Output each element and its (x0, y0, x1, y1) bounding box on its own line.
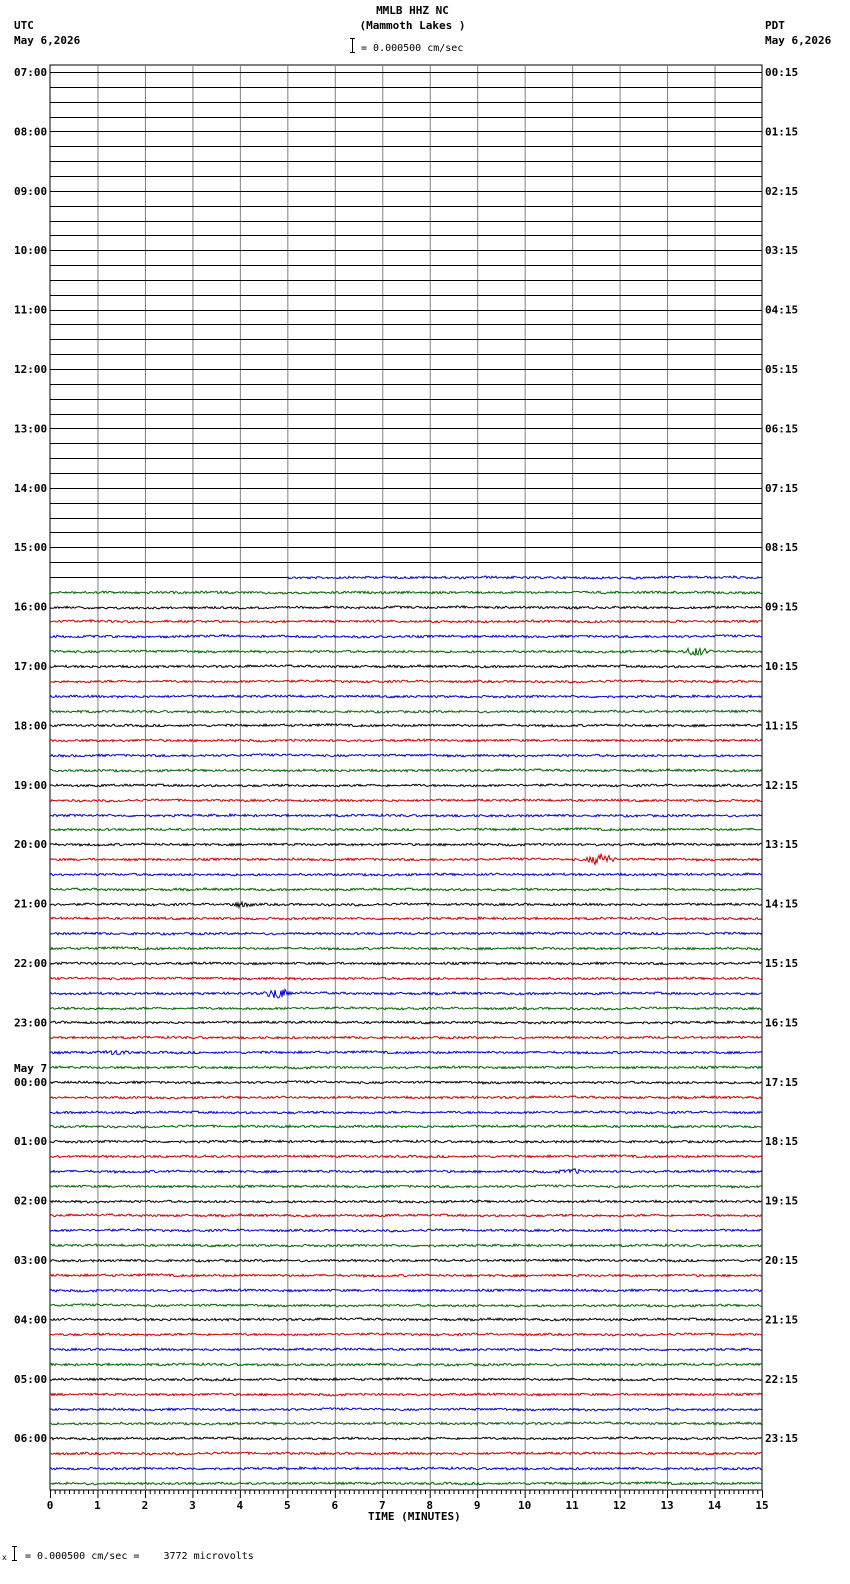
utc-hour-label: 00:00 (14, 1075, 48, 1089)
seismic-trace (50, 739, 762, 742)
seismic-trace (50, 1066, 762, 1069)
x-axis-title: TIME (MINUTES) (368, 1510, 461, 1523)
seismic-trace (50, 1125, 762, 1128)
station-title: MMLB HHZ NC (376, 4, 449, 17)
seismic-trace (50, 1200, 762, 1203)
x-tick-label: 11 (565, 1499, 579, 1512)
seismic-trace (50, 1007, 762, 1010)
utc-hour-label: 23:00 (14, 1016, 48, 1030)
x-tick-label: 0 (46, 1499, 54, 1512)
utc-hour-label: 13:00 (14, 422, 48, 436)
pdt-hour-label: 05:15 (765, 363, 799, 376)
seismic-trace (50, 710, 762, 713)
seismic-trace (50, 1036, 762, 1039)
seismic-trace (50, 1244, 762, 1247)
header-scale-text: = 0.000500 cm/sec (361, 43, 464, 54)
seismic-trace (50, 989, 762, 998)
seismic-trace (50, 1304, 762, 1307)
seismic-trace (50, 917, 762, 920)
seismic-trace (50, 1081, 762, 1084)
seismic-trace (50, 1437, 762, 1440)
footer-scale-text: = 0.000500 cm/sec = 3772 microvolts (25, 1551, 254, 1562)
utc-hour-label: 01:00 (14, 1135, 48, 1149)
utc-hour-label: 15:00 (14, 541, 48, 555)
utc-hour-label: 22:00 (14, 957, 48, 970)
utc-hour-label: 09:00 (14, 184, 48, 198)
pdt-hour-label: 01:15 (765, 125, 799, 139)
right-date: May 6,2026 (765, 34, 832, 47)
x-tick-label: 15 (755, 1499, 769, 1512)
pdt-hour-label: 22:15 (765, 1372, 799, 1386)
left-timezone: UTC (14, 19, 34, 32)
seismic-trace (50, 591, 762, 594)
seismic-trace (50, 724, 762, 727)
pdt-hour-label: 23:15 (765, 1432, 799, 1446)
utc-hour-label: 05:00 (14, 1372, 48, 1386)
time-axis (47, 1490, 769, 1512)
x-tick-label: 8 (426, 1499, 434, 1512)
seismic-trace (50, 769, 762, 772)
seismic-trace (50, 1348, 762, 1351)
utc-hour-label: 11:00 (14, 303, 48, 317)
trace-lines (50, 73, 762, 1485)
pdt-hour-label: 12:15 (765, 778, 799, 792)
seismic-trace (50, 1408, 762, 1411)
seismic-trace (50, 1452, 762, 1455)
utc-hour-label: 10:00 (14, 244, 48, 258)
seismic-trace (50, 888, 762, 891)
left-date: May 6,2026 (14, 34, 81, 47)
seismic-trace (50, 854, 762, 865)
utc-hour-label: 17:00 (14, 660, 48, 673)
seismic-trace (50, 814, 762, 817)
utc-hour-label: 02:00 (14, 1194, 48, 1208)
x-tick-label: 10 (518, 1499, 532, 1512)
seismic-trace (50, 977, 762, 980)
seismic-trace (50, 1467, 762, 1470)
pdt-hour-label: 07:15 (765, 481, 799, 495)
seismic-trace (50, 962, 762, 965)
pdt-hour-label: 02:15 (765, 184, 799, 198)
utc-hour-label: 19:00 (14, 778, 48, 792)
seismic-trace (50, 635, 762, 638)
utc-hour-label: 04:00 (14, 1313, 48, 1327)
utc-hour-label: 07:00 (14, 66, 48, 79)
pdt-hour-label: 10:15 (765, 660, 799, 673)
pdt-hour-label: 11:15 (765, 719, 799, 733)
utc-hour-label: 16:00 (14, 600, 48, 614)
date-change-label: May 7 (14, 1061, 48, 1075)
x-tick-label: 1 (94, 1499, 101, 1512)
pdt-hour-label: 04:15 (765, 303, 799, 317)
station-location: (Mammoth Lakes ) (359, 19, 466, 32)
seismic-trace (50, 1021, 762, 1024)
utc-hour-label: 06:00 (14, 1432, 48, 1446)
utc-hour-label: 12:00 (14, 363, 48, 376)
seismic-trace (50, 1289, 762, 1292)
seismic-trace (50, 695, 762, 698)
right-timezone: PDT (765, 19, 785, 32)
x-tick-label: 3 (189, 1499, 196, 1512)
x-tick-label: 14 (707, 1499, 722, 1512)
seismic-trace (50, 1096, 762, 1099)
seismic-trace (50, 902, 762, 907)
seismic-trace (50, 1111, 762, 1114)
seismic-trace (50, 648, 762, 655)
seismic-trace (50, 1229, 762, 1232)
pdt-hour-label: 20:15 (765, 1254, 799, 1267)
seismic-trace (50, 1378, 762, 1381)
x-tick-label: 13 (660, 1499, 674, 1512)
utc-hour-label: 18:00 (14, 719, 48, 733)
seismic-trace (50, 680, 762, 683)
pdt-hour-label: 19:15 (765, 1194, 799, 1208)
seismic-trace (50, 843, 762, 846)
seismic-trace (50, 1318, 762, 1321)
seismic-trace (50, 754, 762, 757)
x-tick-label: 2 (141, 1499, 149, 1512)
x-tick-label: 6 (331, 1499, 339, 1512)
seismic-trace (50, 873, 762, 876)
pdt-hour-label: 15:15 (765, 957, 799, 970)
pdt-hour-label: 16:15 (765, 1016, 799, 1030)
seismic-trace (50, 665, 762, 668)
seismic-trace (50, 1155, 762, 1158)
utc-hour-label: 20:00 (14, 838, 48, 852)
seismic-trace (50, 784, 762, 787)
seismic-trace (50, 1051, 762, 1055)
seismic-trace (50, 1169, 762, 1174)
pdt-hour-label: 13:15 (765, 838, 799, 852)
x-tick-label: 4 (236, 1499, 244, 1512)
seismic-trace (50, 606, 762, 609)
utc-hour-label: 03:00 (14, 1254, 48, 1267)
pdt-hour-label: 03:15 (765, 244, 799, 258)
seismic-trace (50, 932, 762, 935)
pdt-hour-label: 14:15 (765, 897, 799, 911)
x-tick-label: 12 (612, 1499, 627, 1512)
utc-hour-label: 21:00 (14, 897, 48, 911)
seismic-trace (50, 1274, 762, 1277)
x-tick-label: 9 (473, 1499, 481, 1512)
seismic-trace (50, 799, 762, 802)
seismic-trace (50, 620, 762, 623)
pdt-hour-label: 06:15 (765, 422, 799, 436)
utc-hour-label: 08:00 (14, 125, 48, 139)
seismic-trace (50, 1259, 762, 1262)
seismic-trace (50, 828, 762, 831)
pdt-hour-label: 09:15 (765, 600, 799, 614)
x-tick-label: 7 (378, 1499, 386, 1512)
seismic-trace (50, 1333, 762, 1336)
x-tick-label: 5 (284, 1499, 291, 1512)
pdt-hour-label: 08:15 (765, 541, 799, 555)
seismic-trace (50, 1214, 762, 1217)
pdt-hour-label: 18:15 (765, 1135, 799, 1149)
pdt-hour-label: 21:15 (765, 1313, 799, 1327)
seismic-trace (50, 1422, 762, 1425)
pdt-hour-label: 00:15 (765, 66, 799, 79)
utc-hour-label: 14:00 (14, 481, 48, 495)
seismic-trace (50, 947, 762, 950)
seismic-trace (50, 1482, 762, 1485)
seismic-trace (50, 1363, 762, 1366)
seismic-trace (287, 576, 762, 579)
pdt-hour-label: 17:15 (765, 1075, 799, 1089)
seismic-trace (50, 1185, 762, 1188)
seismic-trace (50, 1393, 762, 1396)
seismic-trace (50, 1140, 762, 1143)
